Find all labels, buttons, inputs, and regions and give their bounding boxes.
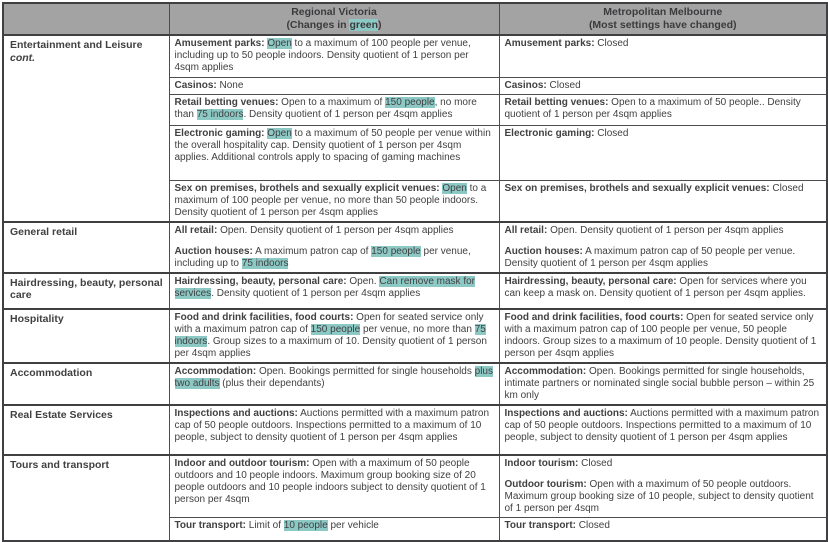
cell-regional-real-estate: Inspections and auctions: Auctions permitted with a maximum patron cap of 50 people outdoors. Inspections permitted to a maximum of 10 people, subject to density quotient of 1 person per 4sqm applies: [169, 405, 499, 455]
cell-regional-amusement-parks: Amusement parks: Open to a maximum of 100 people per venue, including up to 50 people indoors. Density quotient of 1 person per 4sqm applies: [169, 35, 499, 77]
category-general-retail: General retail: [3, 222, 169, 273]
header-corner-cell: [3, 3, 169, 35]
table-row: [3, 35, 827, 77]
header-metropolitan-melbourne: [499, 3, 827, 35]
header-regional-subtitle: (Changes in green): [286, 19, 382, 31]
restrictions-table: [2, 2, 828, 542]
cell-regional-retail-betting: Retail betting venues: Open to a maximum of 150 people, no more than 75 indoors. Density quotient of 1 person per 4sqm applies: [169, 94, 499, 125]
cell-metro-electronic-gaming: Electronic gaming: Closed: [499, 125, 827, 180]
category-real-estate: Real Estate Services: [3, 405, 169, 455]
cell-regional-sex-on-premises: Sex on premises, brothels and sexually explicit venues: Open to a maximum of 100 people per venue, no more than 50 people indoors. Density quotient of 1 person per 4sqm applies: [169, 180, 499, 222]
category-hairdressing: Hairdressing, beauty, personal care: [3, 273, 169, 309]
cell-metro-casinos: Casinos: Closed: [499, 77, 827, 94]
cell-metro-amusement-parks: Amusement parks: Closed: [499, 35, 827, 77]
cell-regional-tour-transport: Tour transport: Limit of 10 people per vehicle: [169, 517, 499, 541]
category-accommodation: Accommodation: [3, 363, 169, 405]
cell-regional-tourism: Indoor and outdoor tourism: Open with a maximum of 50 people outdoors and 10 people indoors. Maximum group booking size of 20 people outdoors and 10 people indoors subject to density quotient of 1 person per 4sqm: [169, 455, 499, 518]
cell-regional-hospitality: Food and drink facilities, food courts: Open for seated service only with a maximum patron cap of 150 people per venue, no more than 75 indoors. Group sizes to a maximum of 10. Density quotient of 1 person per 4sqm applies: [169, 309, 499, 363]
category-hospitality: Hospitality: [3, 309, 169, 363]
category-entertainment-leisure: Entertainment and Leisure cont.: [3, 35, 169, 222]
cell-regional-general-retail: All retail: Open. Density quotient of 1 person per 4sqm applies Auction houses: A maximum patron cap of 150 people per venue, including up to 75 indoors: [169, 222, 499, 273]
cell-metro-real-estate: Inspections and auctions: Auctions permitted with a maximum patron cap of 50 people outdoors. Inspections permitted to a maximum of 10 people, subject to density quotient of 1 person per 4sqm applies: [499, 405, 827, 455]
cell-metro-tourism: Indoor tourism: Closed Outdoor tourism: Open with a maximum of 50 people outdoors. Maximum group booking size of 10 people, subject to density quotient of 1 person per 4sqm: [499, 455, 827, 518]
table-row: [3, 273, 827, 309]
header-metro-title: Metropolitan Melbourne: [603, 6, 723, 18]
cell-metro-tour-transport: Tour transport: Closed: [499, 517, 827, 541]
table-row: [3, 222, 827, 273]
cell-metro-retail-betting: Retail betting venues: Open to a maximum of 50 people.. Density quotient of 1 person per 4sqm applies: [499, 94, 827, 125]
cell-metro-sex-on-premises: Sex on premises, brothels and sexually explicit venues: Closed: [499, 180, 827, 222]
cell-metro-general-retail: All retail: Open. Density quotient of 1 person per 4sqm applies Auction houses: A maximum patron cap of 50 people per venue. Density quotient of 1 person per 4sqm applies: [499, 222, 827, 273]
table-row: [3, 405, 827, 455]
cell-regional-casinos: Casinos: None: [169, 77, 499, 94]
header-metro-subtitle: (Most settings have changed): [588, 19, 737, 31]
cell-metro-hairdressing: Hairdressing, beauty, personal care: Open for services where you can keep a mask on. Density quotient of 1 person per 4sqm applies.: [499, 273, 827, 309]
cell-metro-accommodation: Accommodation: Open. Bookings permitted for single households, intimate partners or nominated single social bubble person – within 25 km only: [499, 363, 827, 405]
cell-metro-hospitality: Food and drink facilities, food courts: Open for seated service only with a maximum patron cap of 100 people per venue, 50 people indoors. Group sizes to a maximum of 10 people. Density quotient of 1 person per 4sqm applies: [499, 309, 827, 363]
cell-regional-hairdressing: Hairdressing, beauty, personal care: Open. Can remove mask for services. Density quotient of 1 person per 4sqm applies: [169, 273, 499, 309]
header-regional-victoria: [169, 3, 499, 35]
cell-regional-electronic-gaming: Electronic gaming: Open to a maximum of 50 people per venue within the overall hospitality cap. Density quotient of 1 person per 4sqm applies. Additional controls apply to spacing of gaming machines: [169, 125, 499, 180]
table-row: [3, 455, 827, 518]
table-row: [3, 363, 827, 405]
cell-regional-accommodation: Accommodation: Open. Bookings permitted for single households plus two adults (plus their dependants): [169, 363, 499, 405]
header-regional-title: Regional Victoria: [291, 6, 377, 18]
category-tours-transport: Tours and transport: [3, 455, 169, 542]
table-row: [3, 309, 827, 363]
